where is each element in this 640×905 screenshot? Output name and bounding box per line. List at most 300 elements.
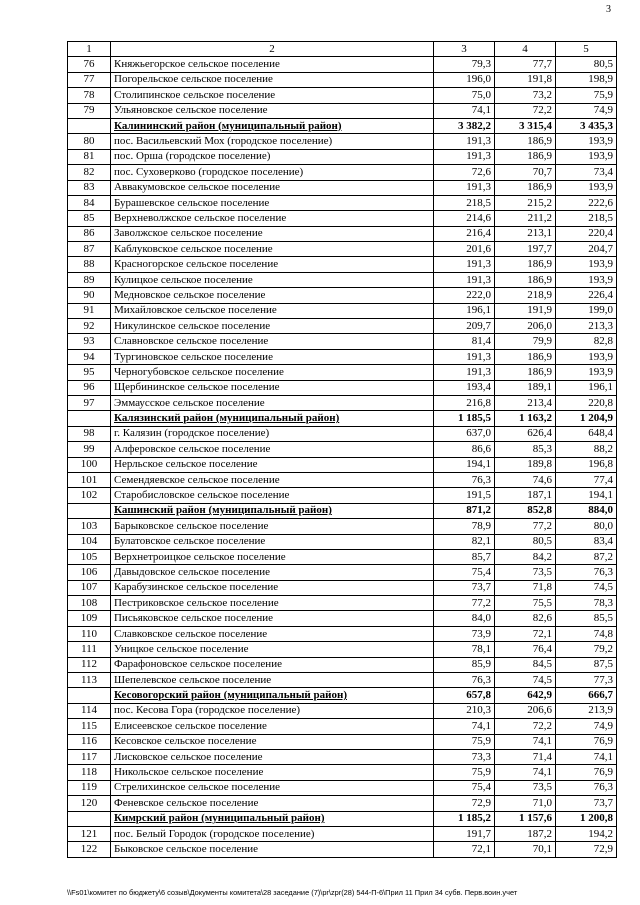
value-col3-cell: 75,9 <box>434 734 495 749</box>
settlement-name-cell: Верхнетроицкое сельское поселение <box>111 549 434 564</box>
row-number-cell: 103 <box>68 519 111 534</box>
settlement-name-cell: Калининский район (муниципальный район) <box>111 118 434 133</box>
value-col3-cell: 74,1 <box>434 719 495 734</box>
row-number-cell: 122 <box>68 842 111 857</box>
value-col4-cell: 74,6 <box>495 472 556 487</box>
value-col4-cell: 79,9 <box>495 334 556 349</box>
value-col4-cell: 70,7 <box>495 165 556 180</box>
value-col3-cell: 191,5 <box>434 488 495 503</box>
value-col3-cell: 191,3 <box>434 272 495 287</box>
value-col5-cell: 204,7 <box>556 242 617 257</box>
table-row <box>68 334 617 349</box>
value-col5-cell: 194,1 <box>556 488 617 503</box>
row-number-cell <box>68 503 111 518</box>
row-number-cell: 85 <box>68 211 111 226</box>
row-number-cell <box>68 811 111 826</box>
value-col5-cell: 194,2 <box>556 826 617 841</box>
table-row <box>68 226 617 241</box>
value-col4-cell: 71,8 <box>495 580 556 595</box>
table-row <box>68 549 617 564</box>
row-number-cell: 113 <box>68 673 111 688</box>
value-col5-cell: 80,5 <box>556 57 617 72</box>
value-col3-cell: 75,9 <box>434 765 495 780</box>
settlement-name-cell: пос. Суховерково (городское поселение) <box>111 165 434 180</box>
value-col4-cell: 642,9 <box>495 688 556 703</box>
value-col3-cell: 216,8 <box>434 395 495 410</box>
value-col5-cell: 884,0 <box>556 503 617 518</box>
value-col5-cell: 76,9 <box>556 734 617 749</box>
budget-table <box>67 41 617 858</box>
settlement-name-cell: пос. Орша (городское поселение) <box>111 149 434 164</box>
value-col4-cell: 187,2 <box>495 826 556 841</box>
value-col5-cell: 226,4 <box>556 288 617 303</box>
value-col4-cell: 186,9 <box>495 134 556 149</box>
value-col4-cell: 73,5 <box>495 780 556 795</box>
table-row <box>68 349 617 364</box>
value-col5-cell: 199,0 <box>556 303 617 318</box>
value-col3-cell: 201,6 <box>434 242 495 257</box>
settlement-name-cell: Уницкое сельское поселение <box>111 642 434 657</box>
value-col3-cell: 72,1 <box>434 842 495 857</box>
row-number-cell <box>68 118 111 133</box>
table-row <box>68 488 617 503</box>
header-cell: 1 <box>68 42 111 57</box>
table-row <box>68 611 617 626</box>
value-col3-cell: 196,0 <box>434 72 495 87</box>
row-number-cell: 96 <box>68 380 111 395</box>
value-col5-cell: 87,2 <box>556 549 617 564</box>
settlement-name-cell: пос. Белый Городок (городское поселение) <box>111 826 434 841</box>
table-row <box>68 165 617 180</box>
settlement-name-cell: Никулинское сельское поселение <box>111 319 434 334</box>
table-row <box>68 180 617 195</box>
value-col3-cell: 222,0 <box>434 288 495 303</box>
settlement-name-cell: Славковское сельское поселение <box>111 626 434 641</box>
row-number-cell: 92 <box>68 319 111 334</box>
table-row <box>68 673 617 688</box>
value-col4-cell: 71,0 <box>495 796 556 811</box>
settlement-name-cell: Красногорское сельское поселение <box>111 257 434 272</box>
value-col3-cell: 72,6 <box>434 165 495 180</box>
settlement-name-cell: Барыковское сельское поселение <box>111 519 434 534</box>
settlement-name-cell: Быковское сельское поселение <box>111 842 434 857</box>
settlement-name-cell: Аввакумовское сельское поселение <box>111 180 434 195</box>
value-col4-cell: 189,8 <box>495 457 556 472</box>
value-col5-cell: 193,9 <box>556 149 617 164</box>
row-number-cell: 79 <box>68 103 111 118</box>
value-col5-cell: 193,9 <box>556 134 617 149</box>
row-number-cell: 81 <box>68 149 111 164</box>
row-number-cell: 90 <box>68 288 111 303</box>
value-col4-cell: 74,1 <box>495 734 556 749</box>
value-col5-cell: 74,9 <box>556 719 617 734</box>
row-number-cell: 117 <box>68 749 111 764</box>
table-row <box>68 534 617 549</box>
settlement-name-cell: Никольское сельское поселение <box>111 765 434 780</box>
value-col4-cell: 75,5 <box>495 596 556 611</box>
value-col4-cell: 186,9 <box>495 257 556 272</box>
settlement-name-cell: Кесовогорский район (муниципальный район) <box>111 688 434 703</box>
table-row <box>68 780 617 795</box>
value-col3-cell: 191,3 <box>434 134 495 149</box>
settlement-name-cell: Елисеевское сельское поселение <box>111 719 434 734</box>
value-col4-cell: 189,1 <box>495 380 556 395</box>
value-col4-cell: 218,9 <box>495 288 556 303</box>
value-col4-cell: 197,7 <box>495 242 556 257</box>
table-row <box>68 826 617 841</box>
row-number-cell: 84 <box>68 195 111 210</box>
settlement-name-cell: Столипинское сельское поселение <box>111 88 434 103</box>
table-row <box>68 257 617 272</box>
value-col5-cell: 1 200,8 <box>556 811 617 826</box>
value-col4-cell: 73,5 <box>495 565 556 580</box>
value-col4-cell: 80,5 <box>495 534 556 549</box>
header-cell: 3 <box>434 42 495 57</box>
value-col3-cell: 76,3 <box>434 472 495 487</box>
file-path-footer: \\Fs01\комитет по бюджету\6 созыв\Документы комитета\28 заседание (7)\pr\zpr(28) 544-П-6\Прил 11 Прил 34 субв. Перв.воин.учет <box>67 888 518 897</box>
settlement-name-cell: Давыдовское сельское поселение <box>111 565 434 580</box>
settlement-name-cell: Тургиновское сельское поселение <box>111 349 434 364</box>
header-cell: 5 <box>556 42 617 57</box>
value-col4-cell: 187,1 <box>495 488 556 503</box>
district-total-row <box>68 411 617 426</box>
value-col3-cell: 1 185,5 <box>434 411 495 426</box>
settlement-name-cell: Кесовское сельское поселение <box>111 734 434 749</box>
value-col3-cell: 637,0 <box>434 426 495 441</box>
district-total-row <box>68 503 617 518</box>
value-col3-cell: 77,2 <box>434 596 495 611</box>
value-col3-cell: 75,4 <box>434 565 495 580</box>
settlement-name-cell: Щербининское сельское поселение <box>111 380 434 395</box>
value-col3-cell: 191,3 <box>434 180 495 195</box>
value-col5-cell: 666,7 <box>556 688 617 703</box>
value-col4-cell: 191,8 <box>495 72 556 87</box>
row-number-cell: 89 <box>68 272 111 287</box>
table-row <box>68 365 617 380</box>
value-col5-cell: 85,5 <box>556 611 617 626</box>
value-col4-cell: 70,1 <box>495 842 556 857</box>
value-col5-cell: 74,9 <box>556 103 617 118</box>
value-col3-cell: 209,7 <box>434 319 495 334</box>
value-col5-cell: 76,3 <box>556 780 617 795</box>
table-row <box>68 288 617 303</box>
value-col5-cell: 78,3 <box>556 596 617 611</box>
value-col5-cell: 88,2 <box>556 442 617 457</box>
value-col5-cell: 87,5 <box>556 657 617 672</box>
table-row <box>68 626 617 641</box>
table-row <box>68 842 617 857</box>
table-row <box>68 103 617 118</box>
value-col4-cell: 3 315,4 <box>495 118 556 133</box>
settlement-name-cell: Михайловское сельское поселение <box>111 303 434 318</box>
row-number-cell: 119 <box>68 780 111 795</box>
value-col5-cell: 79,2 <box>556 642 617 657</box>
table-row <box>68 272 617 287</box>
value-col4-cell: 852,8 <box>495 503 556 518</box>
value-col5-cell: 1 204,9 <box>556 411 617 426</box>
row-number-cell: 101 <box>68 472 111 487</box>
table-row <box>68 88 617 103</box>
value-col3-cell: 218,5 <box>434 195 495 210</box>
row-number-cell: 111 <box>68 642 111 657</box>
row-number-cell: 94 <box>68 349 111 364</box>
value-col5-cell: 218,5 <box>556 211 617 226</box>
value-col4-cell: 206,6 <box>495 703 556 718</box>
value-col5-cell: 213,9 <box>556 703 617 718</box>
value-col5-cell: 83,4 <box>556 534 617 549</box>
value-col4-cell: 211,2 <box>495 211 556 226</box>
settlement-name-cell: Старобисловское сельское поселение <box>111 488 434 503</box>
table-row <box>68 642 617 657</box>
row-number-cell: 104 <box>68 534 111 549</box>
table-row <box>68 565 617 580</box>
value-col5-cell: 193,9 <box>556 365 617 380</box>
row-number-cell: 95 <box>68 365 111 380</box>
value-col4-cell: 213,4 <box>495 395 556 410</box>
value-col3-cell: 191,3 <box>434 149 495 164</box>
value-col3-cell: 75,0 <box>434 88 495 103</box>
district-total-row <box>68 118 617 133</box>
value-col3-cell: 3 382,2 <box>434 118 495 133</box>
row-number-cell: 97 <box>68 395 111 410</box>
value-col3-cell: 82,1 <box>434 534 495 549</box>
value-col4-cell: 77,7 <box>495 57 556 72</box>
value-col3-cell: 191,3 <box>434 365 495 380</box>
value-col5-cell: 82,8 <box>556 334 617 349</box>
value-col4-cell: 1 157,6 <box>495 811 556 826</box>
district-total-row <box>68 688 617 703</box>
value-col3-cell: 86,6 <box>434 442 495 457</box>
value-col4-cell: 186,9 <box>495 180 556 195</box>
table-row <box>68 195 617 210</box>
settlement-name-cell: г. Калязин (городское поселение) <box>111 426 434 441</box>
value-col5-cell: 77,4 <box>556 472 617 487</box>
settlement-name-cell: Стрелихинское сельское поселение <box>111 780 434 795</box>
value-col5-cell: 77,3 <box>556 673 617 688</box>
row-number-cell <box>68 411 111 426</box>
settlement-name-cell: Черногубовское сельское поселение <box>111 365 434 380</box>
value-col3-cell: 85,7 <box>434 549 495 564</box>
settlement-name-cell: Семендяевское сельское поселение <box>111 472 434 487</box>
settlement-name-cell: Княжьегорское сельское поселение <box>111 57 434 72</box>
table-row <box>68 442 617 457</box>
value-col3-cell: 191,7 <box>434 826 495 841</box>
table-row <box>68 765 617 780</box>
value-col3-cell: 73,3 <box>434 749 495 764</box>
value-col3-cell: 75,4 <box>434 780 495 795</box>
value-col5-cell: 193,9 <box>556 257 617 272</box>
value-col4-cell: 73,2 <box>495 88 556 103</box>
row-number-cell: 109 <box>68 611 111 626</box>
value-col3-cell: 79,3 <box>434 57 495 72</box>
row-number-cell: 115 <box>68 719 111 734</box>
value-col4-cell: 72,2 <box>495 719 556 734</box>
row-number-cell: 107 <box>68 580 111 595</box>
settlement-name-cell: Кашинский район (муниципальный район) <box>111 503 434 518</box>
table-row <box>68 395 617 410</box>
value-col4-cell: 215,2 <box>495 195 556 210</box>
row-number-cell: 88 <box>68 257 111 272</box>
table-row <box>68 72 617 87</box>
value-col3-cell: 73,9 <box>434 626 495 641</box>
row-number-cell: 91 <box>68 303 111 318</box>
value-col4-cell: 206,0 <box>495 319 556 334</box>
row-number-cell: 102 <box>68 488 111 503</box>
settlement-name-cell: Булатовское сельское поселение <box>111 534 434 549</box>
table-row <box>68 242 617 257</box>
row-number-cell <box>68 688 111 703</box>
value-col4-cell: 74,1 <box>495 765 556 780</box>
value-col4-cell: 74,5 <box>495 673 556 688</box>
value-col5-cell: 80,0 <box>556 519 617 534</box>
value-col4-cell: 72,2 <box>495 103 556 118</box>
table-header-row <box>68 42 617 57</box>
settlement-name-cell: Карабузинское сельское поселение <box>111 580 434 595</box>
table-row <box>68 519 617 534</box>
value-col4-cell: 186,9 <box>495 149 556 164</box>
value-col3-cell: 191,3 <box>434 349 495 364</box>
value-col4-cell: 72,1 <box>495 626 556 641</box>
settlement-name-cell: Кулицкое сельское поселение <box>111 272 434 287</box>
row-number-cell: 80 <box>68 134 111 149</box>
value-col3-cell: 871,2 <box>434 503 495 518</box>
row-number-cell: 118 <box>68 765 111 780</box>
value-col3-cell: 194,1 <box>434 457 495 472</box>
value-col5-cell: 220,4 <box>556 226 617 241</box>
value-col5-cell: 3 435,3 <box>556 118 617 133</box>
value-col5-cell: 73,4 <box>556 165 617 180</box>
row-number-cell: 78 <box>68 88 111 103</box>
row-number-cell: 106 <box>68 565 111 580</box>
value-col5-cell: 73,7 <box>556 796 617 811</box>
table-row <box>68 472 617 487</box>
value-col4-cell: 76,4 <box>495 642 556 657</box>
row-number-cell: 77 <box>68 72 111 87</box>
value-col4-cell: 186,9 <box>495 272 556 287</box>
table-row <box>68 211 617 226</box>
value-col5-cell: 196,1 <box>556 380 617 395</box>
table-row <box>68 749 617 764</box>
settlement-name-cell: Феневское сельское поселение <box>111 796 434 811</box>
value-col3-cell: 72,9 <box>434 796 495 811</box>
value-col5-cell: 76,3 <box>556 565 617 580</box>
row-number-cell: 108 <box>68 596 111 611</box>
row-number-cell: 121 <box>68 826 111 841</box>
row-number-cell: 86 <box>68 226 111 241</box>
settlement-name-cell: Славновское сельское поселение <box>111 334 434 349</box>
row-number-cell: 93 <box>68 334 111 349</box>
settlement-name-cell: Шепелевское сельское поселение <box>111 673 434 688</box>
value-col3-cell: 74,1 <box>434 103 495 118</box>
value-col5-cell: 74,1 <box>556 749 617 764</box>
value-col3-cell: 210,3 <box>434 703 495 718</box>
table-row <box>68 319 617 334</box>
row-number-cell: 82 <box>68 165 111 180</box>
value-col5-cell: 193,9 <box>556 180 617 195</box>
value-col5-cell: 648,4 <box>556 426 617 441</box>
table-row <box>68 380 617 395</box>
settlement-name-cell: Калязинский район (муниципальный район) <box>111 411 434 426</box>
settlement-name-cell: Ульяновское сельское поселение <box>111 103 434 118</box>
settlement-name-cell: Каблуковское сельское поселение <box>111 242 434 257</box>
settlement-name-cell: Нерльское сельское поселение <box>111 457 434 472</box>
value-col3-cell: 78,9 <box>434 519 495 534</box>
row-number-cell: 114 <box>68 703 111 718</box>
district-total-row <box>68 811 617 826</box>
table-row <box>68 57 617 72</box>
settlement-name-cell: Письяковское сельское поселение <box>111 611 434 626</box>
settlement-name-cell: пос. Кесова Гора (городское поселение) <box>111 703 434 718</box>
value-col5-cell: 74,8 <box>556 626 617 641</box>
table-row <box>68 134 617 149</box>
table-row <box>68 580 617 595</box>
value-col3-cell: 191,3 <box>434 257 495 272</box>
value-col5-cell: 74,5 <box>556 580 617 595</box>
value-col4-cell: 77,2 <box>495 519 556 534</box>
value-col3-cell: 216,4 <box>434 226 495 241</box>
value-col5-cell: 72,9 <box>556 842 617 857</box>
value-col3-cell: 81,4 <box>434 334 495 349</box>
settlement-name-cell: Верхневолжское сельское поселение <box>111 211 434 226</box>
value-col4-cell: 626,4 <box>495 426 556 441</box>
settlement-name-cell: Алферовское сельское поселение <box>111 442 434 457</box>
header-cell: 4 <box>495 42 556 57</box>
settlement-name-cell: Эммаусское сельское поселение <box>111 395 434 410</box>
settlement-name-cell: Пестриковское сельское поселение <box>111 596 434 611</box>
table-row <box>68 596 617 611</box>
page-number: 3 <box>606 4 611 15</box>
value-col4-cell: 71,4 <box>495 749 556 764</box>
value-col3-cell: 73,7 <box>434 580 495 595</box>
value-col3-cell: 214,6 <box>434 211 495 226</box>
value-col4-cell: 84,2 <box>495 549 556 564</box>
value-col3-cell: 196,1 <box>434 303 495 318</box>
settlement-name-cell: пос. Васильевский Мох (городское поселение) <box>111 134 434 149</box>
row-number-cell: 105 <box>68 549 111 564</box>
table-row <box>68 719 617 734</box>
table-row <box>68 734 617 749</box>
row-number-cell: 98 <box>68 426 111 441</box>
table-row <box>68 457 617 472</box>
value-col4-cell: 84,5 <box>495 657 556 672</box>
row-number-cell: 87 <box>68 242 111 257</box>
value-col4-cell: 191,9 <box>495 303 556 318</box>
table-row <box>68 703 617 718</box>
value-col3-cell: 1 185,2 <box>434 811 495 826</box>
table-row <box>68 796 617 811</box>
table-row <box>68 426 617 441</box>
value-col4-cell: 186,9 <box>495 365 556 380</box>
settlement-name-cell: Бурашевское сельское поселение <box>111 195 434 210</box>
value-col5-cell: 75,9 <box>556 88 617 103</box>
value-col4-cell: 1 163,2 <box>495 411 556 426</box>
value-col3-cell: 84,0 <box>434 611 495 626</box>
table-row <box>68 149 617 164</box>
settlement-name-cell: Фарафоновское сельское поселение <box>111 657 434 672</box>
value-col5-cell: 213,3 <box>556 319 617 334</box>
row-number-cell: 100 <box>68 457 111 472</box>
value-col3-cell: 85,9 <box>434 657 495 672</box>
row-number-cell: 120 <box>68 796 111 811</box>
value-col5-cell: 198,9 <box>556 72 617 87</box>
value-col4-cell: 186,9 <box>495 349 556 364</box>
row-number-cell: 99 <box>68 442 111 457</box>
table-row <box>68 303 617 318</box>
row-number-cell: 110 <box>68 626 111 641</box>
value-col4-cell: 82,6 <box>495 611 556 626</box>
value-col4-cell: 85,3 <box>495 442 556 457</box>
value-col3-cell: 78,1 <box>434 642 495 657</box>
